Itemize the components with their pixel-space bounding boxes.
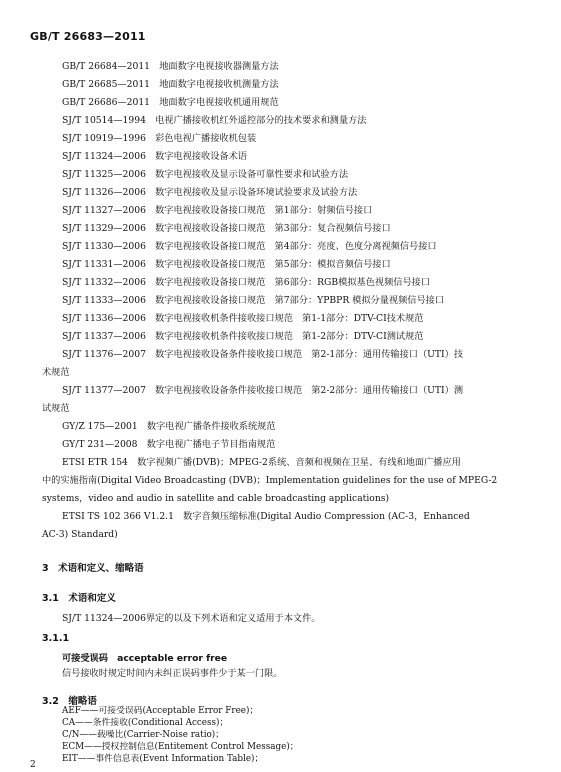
ref-line: SJ/T 11329—2006 数字电视接收设备接口规范 第3部分：复合视频信号接口: [62, 223, 391, 234]
ref-line: SJ/T 11325—2006 数字电视接收及显示设备可靠性要求和试验方法: [62, 169, 349, 180]
ref-line: SJ/T 11377—2007 数字电视接收设备条件接收接口规范 第2-2部分：通用传输接口（UTI）测: [62, 385, 464, 396]
ref-line: GB/T 26686—2011 地面数字电视接收机通用规范: [62, 97, 279, 108]
ref-line: SJ/T 10919—1996 彩色电视广播接收机包装: [62, 133, 257, 144]
ref-line: GY/Z 175—2001 数字电视广播条件接收系统规范: [62, 421, 276, 432]
ref-line: SJ/T 11330—2006 数字电视接收设备接口规范 第4部分：亮度、色度分离视频信号接口: [62, 241, 437, 252]
etsi-ref-line: 中的实施指南(Digital Video Broadcasting (DVB)；Implementation guidelines for the use of MPEG-2: [42, 475, 498, 486]
term-heading: 可接受误码 acceptable error free: [62, 653, 228, 664]
abbr-line: EIT——事件信息表(Event Information Table)；: [62, 754, 264, 764]
ref-line: SJ/T 11333—2006 数字电视接收设备接口规范 第7部分：YPBPR 模拟分量视频信号接口: [62, 295, 445, 306]
ref-line: GB/T 26685—2011 地面数字电视接收机测量方法: [62, 79, 279, 90]
etsi-ref-line: ETSI ETR 154 数字视频广播(DVB)；MPEG-2系统、音频和视频在卫星、有线和地面广播应用: [62, 457, 461, 468]
ref-line-continuation: 术规范: [42, 367, 70, 378]
abbr-line: ECM——授权控制信息(Entitement Control Message)；: [62, 742, 299, 752]
page-number: 2: [30, 760, 36, 770]
abbr-line: AEF——可接受误码(Acceptable Error Free)；: [62, 706, 259, 716]
ref-line-continuation: 试规范: [42, 403, 70, 414]
ref-line: GY/T 231—2008 数字电视广播电子节目指南规范: [62, 439, 276, 450]
ref-line: SJ/T 11336—2006 数字电视接收机条件接收接口规范 第1-1部分：DTV-CI技术规范: [62, 313, 424, 324]
abbr-line: CA——条件接收(Conditional Access)；: [62, 718, 229, 728]
ref-line: SJ/T 11327—2006 数字电视接收设备接口规范 第1部分：射频信号接口: [62, 205, 373, 216]
term-definition: 信号接收时规定时间内未纠正误码事件少于某一门限。: [62, 668, 283, 679]
section-3-1-1-heading: 3.1.1: [42, 633, 70, 644]
ref-line: GB/T 26684—2011 地面数字电视接收器测量方法: [62, 61, 279, 72]
ref-line: SJ/T 11332—2006 数字电视接收设备接口规范 第6部分：RGB模拟基色视频信号接口: [62, 277, 431, 288]
section-text: SJ/T 11324—2006界定的以及下列术语和定义适用于本文件。: [62, 613, 321, 624]
ref-line: SJ/T 11331—2006 数字电视接收设备接口规范 第5部分：模拟音频信号接口: [62, 259, 391, 270]
abbr-line: C/N——载噪比(Carrier-Noise ratio)；: [62, 730, 225, 740]
etsi-ref-line: systems，video and audio in satellite and cable broadcasting applications): [42, 493, 390, 504]
ref-line: SJ/T 11326—2006 数字电视接收及显示设备环境试验要求及试验方法: [62, 187, 358, 198]
section-3-heading: 3 术语和定义、缩略语: [42, 563, 144, 574]
ref-line: SJ/T 11337—2006 数字电视接收机条件接收接口规范 第1-2部分：DTV-CI测试规范: [62, 331, 424, 342]
ref-line: SJ/T 10514—1994 电视广播接收机红外遥控部分的技术要求和测量方法: [62, 115, 367, 126]
ref-line: SJ/T 11324—2006 数字电视接收设备术语: [62, 151, 247, 162]
etsi-ref-line: AC-3) Standard): [42, 529, 118, 540]
etsi-ref-line: ETSI TS 102 366 V1.2.1 数字音频压缩标准(Digital Audio Compression (AC-3，Enhanced: [62, 511, 470, 522]
ref-line: SJ/T 11376—2007 数字电视接收设备条件接收接口规范 第2-1部分：通用传输接口（UTI）技: [62, 349, 464, 360]
page-header: GB/T 26683—2011: [30, 30, 146, 43]
section-3-2-heading: 3.2 缩略语: [42, 696, 97, 707]
section-3-1-heading: 3.1 术语和定义: [42, 593, 116, 604]
